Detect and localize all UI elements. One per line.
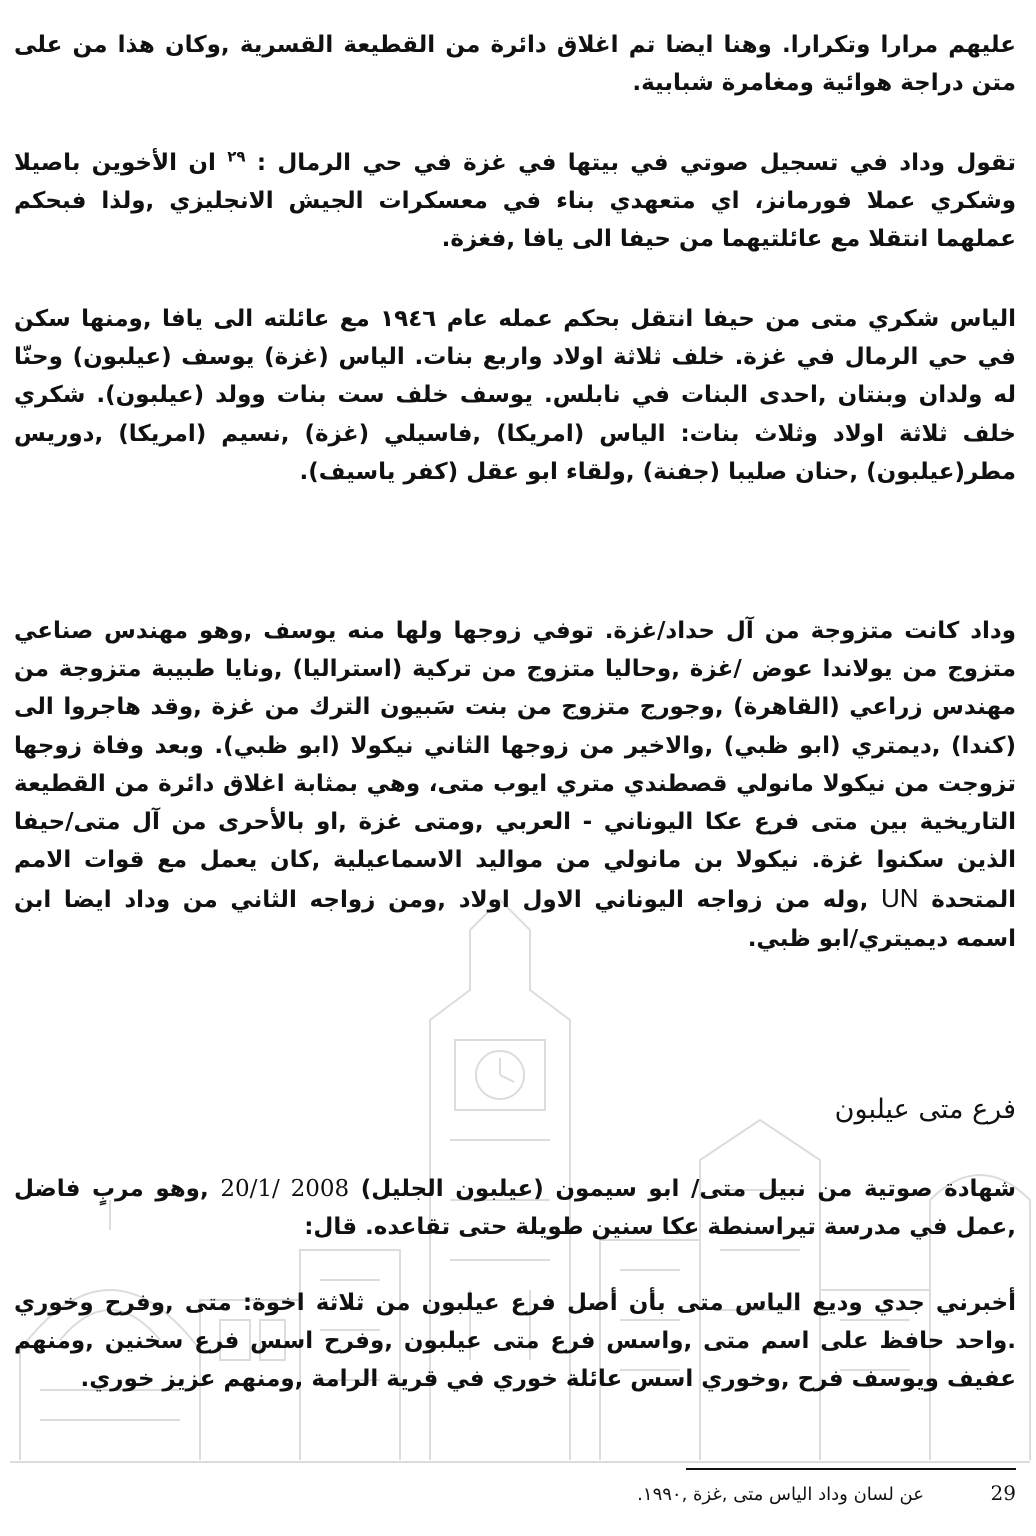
section-heading: فرع متى عيلبون	[834, 1094, 1016, 1125]
paragraph-5-text-end: ,وهو مربٍ فاضل ,عمل في مدرسة تيراسنطة عكا سنين طويلة حتى تقاعده. قال:	[14, 1176, 1016, 1241]
footnote-divider	[686, 1468, 1016, 1470]
footnote-reference: ٢٩	[227, 147, 246, 166]
paragraph-3	[14, 300, 1016, 491]
un-abbreviation: UN	[881, 883, 919, 914]
footnote-text: عن لسان وداد الياس متى ,غزة ,١٩٩٠.	[637, 1484, 924, 1505]
paragraph-4	[14, 612, 1016, 958]
paragraph-1	[14, 26, 1016, 102]
testimony-date: 20/1/ 2008	[220, 1176, 350, 1202]
paragraph-5-text-start: شهادة صوتية من نبيل متى/ ابو سيمون (عيلبون الجليل)	[349, 1176, 1016, 1202]
paragraph-4-text-start: وداد كانت متزوجة من آل حداد/غزة. توفي زوجها ولها منه يوسف ,وهو مهندس صناعي متزوج من يولاندا عوض /غزة ,وحاليا متزوج من تركية (استراليا) ,ونايا طبيبة متزوجة من مهندس زراعي (القاهرة) ,وجورج متزوج من بنت سَبيون الترك من غزة ,وقد هاجروا الى (كندا) ,ديمتري (ابو ظبي) ,والاخير من زوجها الثاني نيكولا (ابو ظبي). وبعد وفاة زوجها تزوجت من نيكولا مانولي قصطندي متري ايوب متى، وهي بمثابة اغلاق دائرة من القطيعة التاريخية بين متى فرع عكا اليوناني - العربي ,ومتى غزة ,او بالأحرى من آل متى/حيفا الذين سكنوا غزة. نيكولا بن مانولي من مواليد الاسماعيلية ,كان يعمل مع قوات الامم المتحدة	[14, 618, 1016, 914]
paragraph-2-text-end: ان الأخوين باصيلا وشكري عملا فورمانز، اي متعهدي بناء في معسكرات الجيش الانجليزي ,ولذا فبحكم عملهما انتقلا مع عائلتيهما من حيفا الى يافا ,فغزة.	[14, 150, 1016, 253]
paragraph-6	[14, 1284, 1016, 1399]
paragraph-3-text: الياس شكري متى من حيفا انتقل بحكم عمله عام ١٩٤٦ مع عائلته الى يافا ,ومنها سكن في حي الرمال في غزة. خلف ثلاثة اولاد واربع بنات. الياس (غزة) يوسف (عيلبون) وحنّا له ولدان وبنتان ,احدى البنات في نابلس. يوسف خلف ست بنات وولد (عيلبون). شكري خلف ثلاثة اولاد وثلاث بنات: الياس (امريكا) ,فاسيلي (غزة) ,نسيم (امريكا) ,دوريس مطر(عيلبون) ,حنان صليبا (جفنة) ,ولقاء ابو عقل (كفر ياسيف).	[14, 306, 1017, 485]
paragraph-1-text: عليهم مرارا وتكرارا. وهنا ايضا تم اغلاق دائرة من القطيعة القسرية ,وكان هذا من على متن دراجة هوائية ومغامرة شبابية.	[14, 32, 1016, 97]
page-number: 29	[990, 1481, 1016, 1505]
paragraph-2	[14, 144, 1016, 259]
paragraph-5	[14, 1170, 1016, 1246]
paragraph-6-text: أخبرني جدي وديع الياس متى بأن أصل فرع عيلبون من ثلاثة اخوة: متى ,وفرح وخوري .واحد حافظ على اسم متى ,واسس فرع متى عيلبون ,وفرح اسس فرع سخنين ,ومنهم عفيف ويوسف فرح ,وخوري اسس عائلة خوري في قرية الرامة ,ومنهم عزيز خوري.	[14, 1290, 1016, 1393]
paragraph-2-text-start: تقول وداد في تسجيل صوتي في بيتها في غزة في حي الرمال :	[256, 150, 1016, 176]
paragraph-4-text-end: ,وله من زواجه اليوناني الاول اولاد ,ومن زواجه الثاني من وداد ايضا ابن اسمه ديميتري/ابو ظبي.	[14, 887, 1016, 952]
